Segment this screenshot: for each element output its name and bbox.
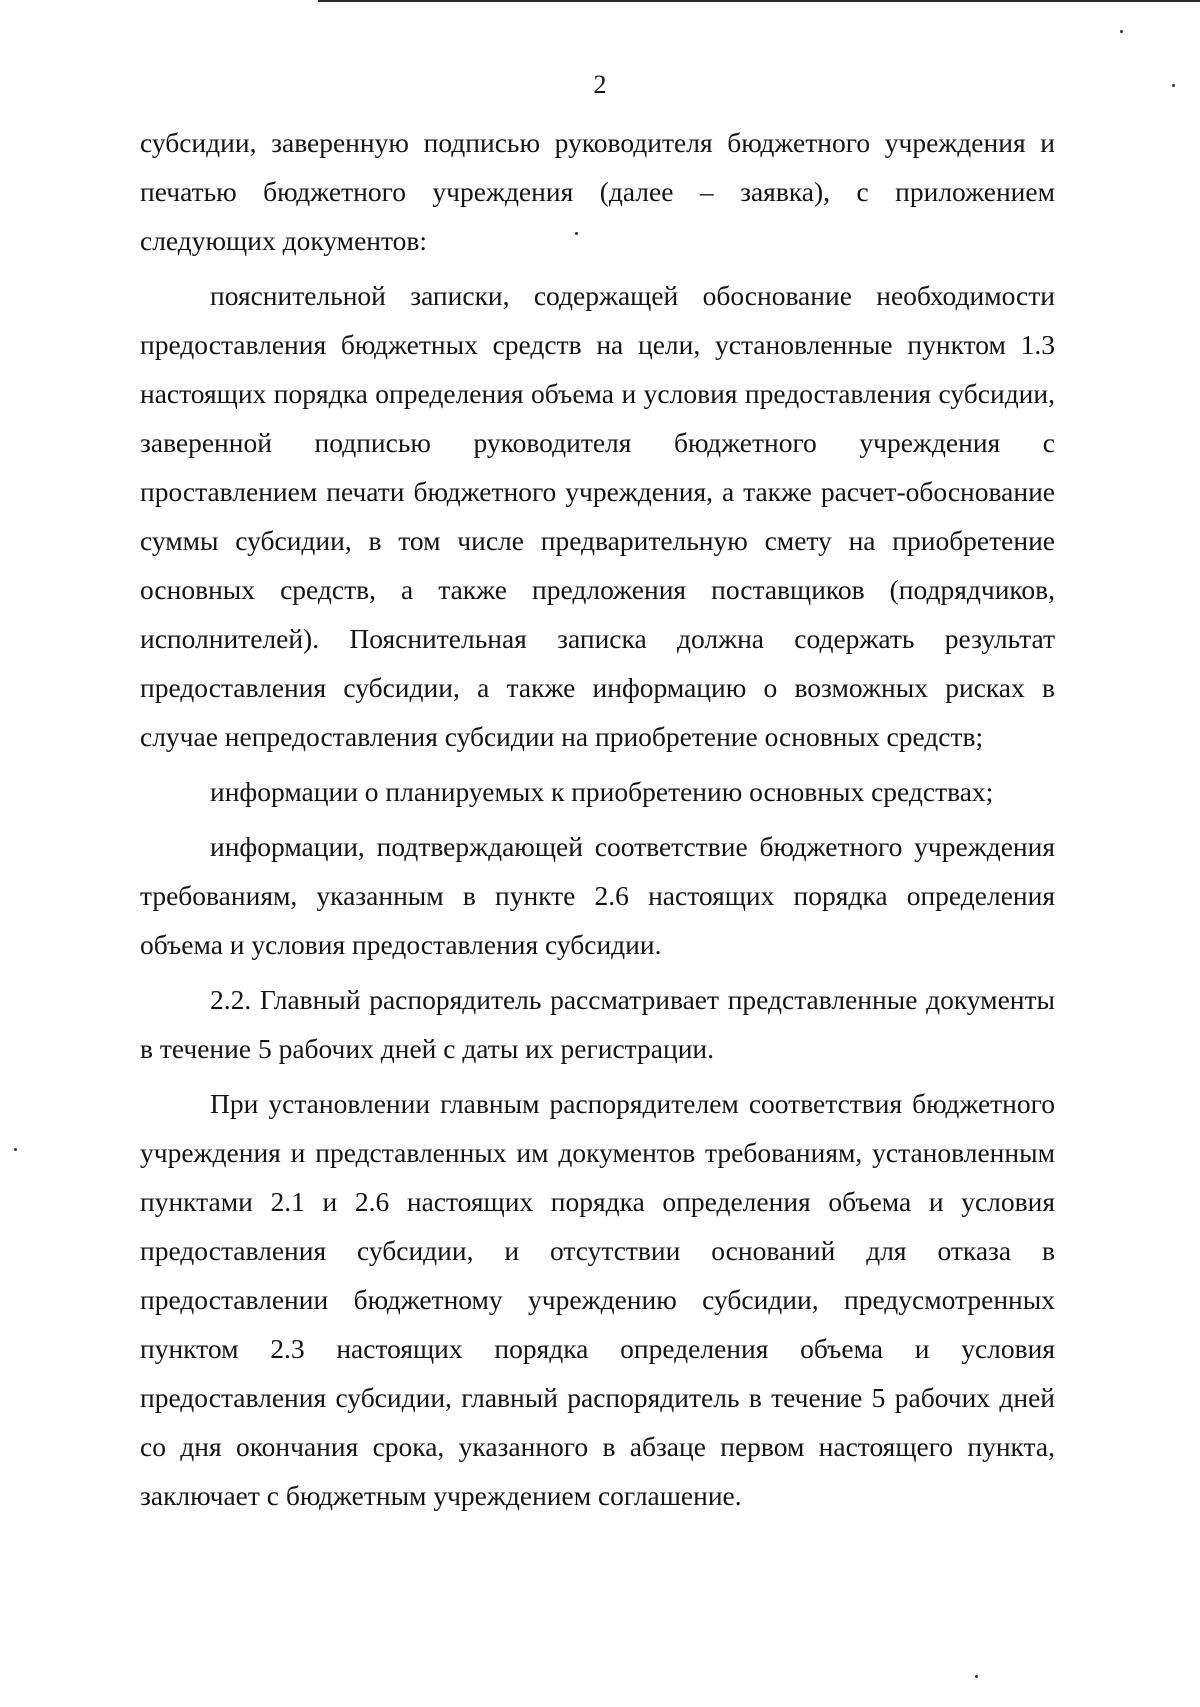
page-number: 2 — [593, 70, 607, 99]
paragraph-clause-2-2: 2.2. Главный распорядитель рассматривает представленные документы в течение 5 рабочих дней с даты их регистрации. — [140, 984, 1055, 1064]
scan-speck — [975, 1675, 978, 1678]
paragraph-agreement: При установлении главным распорядителем соответствия бюджетного учреждения и представленных им документов требованиям, установленным пунктами 2.1 и 2.6 настоящих порядка определения объема и условия предоставления субсидии, и отсутствии оснований для отказа в предоставлении бюджетному учреждению субсидии, предусмотренных пунктом 2.3 настоящих порядка определения объема и условия предоставления субсидии, главный распорядитель в течение 5 рабочих дней со дня окончания срока, указанного в абзаце первом настоящего пункта, заключает с бюджетным учреждением соглашение. — [140, 1088, 1055, 1511]
paragraph-compliance-info: информации, подтверждающей соответствие бюджетного учреждения требованиям, указанным в пункте 2.6 настоящих порядка определения объема и условия предоставления субсидии. — [140, 831, 1055, 960]
scan-edge-line — [318, 0, 1200, 2]
document-body — [140, 118, 1055, 1520]
scan-speck — [14, 1148, 17, 1151]
scan-speck — [575, 232, 578, 235]
paragraph-application: субсидии, заверенную подписью руководителя бюджетного учреждения и печатью бюджетного учреждения (далее – заявка), с приложением следующих документов: — [140, 127, 1055, 256]
paragraph-explanatory-note: пояснительной записки, содержащей обоснование необходимости предоставления бюджетных средств на цели, установленные пунктом 1.3 настоящих порядка определения объема и условия предоставления субсидии, заверенной подписью руководителя бюджетного учреждения с проставлением печати бюджетного учреждения, а также расчет-обоснование суммы субсидии, в том числе предварительную смету на приобретение основных средств, а также предложения поставщиков (подрядчиков, исполнителей). Пояснительная записка должна содержать результат предоставления субсидии, а также информацию о возможных рисках в случае непредоставления субсидии на приобретение основных средств; — [140, 280, 1055, 752]
scan-speck — [1120, 30, 1123, 33]
paragraph-planned-assets: информации о планируемых к приобретению основных средствах; — [210, 776, 994, 807]
scan-speck — [1172, 84, 1175, 87]
